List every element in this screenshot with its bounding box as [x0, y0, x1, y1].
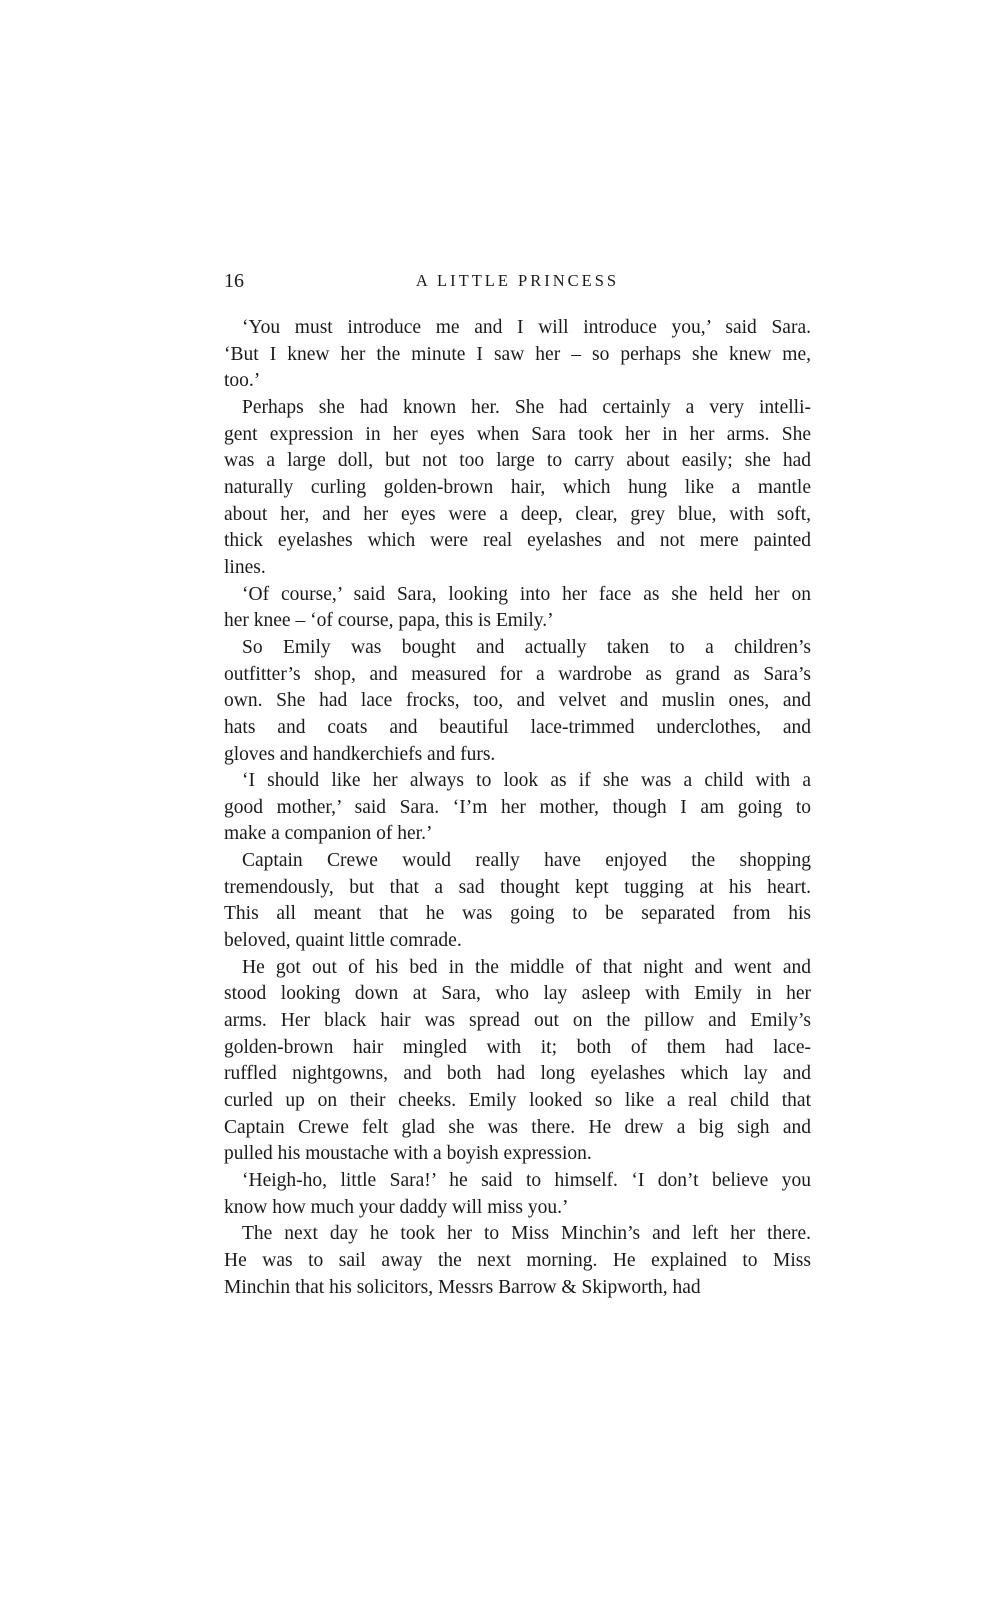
paragraph: [224, 1221, 811, 1301]
text-line: thick eyelashes which were real eyelashes and not mere painted: [224, 530, 811, 552]
text-line: He got out of his bed in the middle of that night and went and: [242, 956, 811, 978]
text-line: Captain Crewe would really have enjoyed the shopping: [242, 850, 811, 872]
paragraph: [224, 315, 811, 395]
text-line: ‘Heigh-ho, little Sara!’ he said to himself. ‘I don’t believe you: [242, 1170, 811, 1191]
text-line: Minchin that his solicitors, Messrs Barrow & Skipworth, had: [224, 1276, 701, 1298]
text-line: know how much your daddy will miss you.’: [224, 1196, 569, 1218]
text-line: Captain Crewe felt glad she was there. He drew a big sigh and: [224, 1116, 811, 1138]
text-line: ruffled nightgowns, and both had long eyelashes which lay and: [224, 1063, 811, 1085]
text-line: naturally curling golden-brown hair, which hung like a mantle: [224, 476, 811, 498]
paragraph: [224, 1168, 811, 1221]
text-line: too.’: [224, 370, 261, 392]
running-title: A LITTLE PRINCESS: [415, 271, 620, 290]
text-line: make a companion of her.’: [224, 823, 433, 845]
text-line: arms. Her black hair was spread out on the pillow and Emily’s: [224, 1010, 811, 1032]
text-line: tremendously, but that a sad thought kept tugging at his heart.: [224, 876, 811, 898]
paragraph: [224, 848, 811, 955]
text-line: gent expression in her eyes when Sara took her in her arms. She: [224, 423, 811, 445]
body-text: [224, 315, 811, 1301]
text-line: ‘But I knew her the minute I saw her – so perhaps she knew me,: [224, 343, 811, 365]
paragraph: [224, 635, 811, 768]
paragraph: [224, 582, 811, 635]
text-line: pulled his moustache with a boyish expression.: [224, 1143, 592, 1165]
text-line: The next day he took her to Miss Minchin’s and left her there.: [242, 1223, 811, 1245]
paragraph: [224, 955, 811, 1168]
text-line: was a large doll, but not too large to carry about easily; she had: [224, 450, 811, 472]
text-line: ‘I should like her always to look as if she was a child with a: [242, 770, 811, 792]
text-line: ‘You must introduce me and I will introduce you,’ said Sara.: [242, 317, 811, 338]
text-line: ‘Of course,’ said Sara, looking into her face as she held her on: [242, 583, 811, 605]
text-line: her knee – ‘of course, papa, this is Emily.’: [224, 610, 554, 632]
text-line: He was to sail away the next morning. He explained to Miss: [224, 1249, 811, 1271]
page-number: 16: [224, 270, 244, 292]
text-line: curled up on their cheeks. Emily looked so like a real child that: [224, 1090, 811, 1112]
text-line: Perhaps she had known her. She had certainly a very intelli-: [242, 396, 811, 418]
text-line: own. She had lace frocks, too, and velvet and muslin ones, and: [224, 690, 811, 712]
text-line: stood looking down at Sara, who lay asleep with Emily in her: [224, 983, 811, 1005]
text-line: good mother,’ said Sara. ‘I’m her mother, though I am going to: [224, 796, 811, 818]
text-line: gloves and handkerchiefs and furs.: [224, 743, 496, 765]
text-line: This all meant that he was going to be separated from his: [224, 903, 811, 925]
text-line: beloved, quaint little comrade.: [224, 930, 462, 952]
text-line: hats and coats and beautiful lace-trimmed underclothes, and: [224, 716, 811, 738]
running-head: [224, 266, 811, 296]
text-line: lines.: [224, 556, 266, 578]
text-line: golden-brown hair mingled with it; both of them had lace-: [224, 1036, 811, 1058]
text-line: So Emily was bought and actually taken to a children’s: [242, 636, 811, 658]
text-line: about her, and her eyes were a deep, clear, grey blue, with soft,: [224, 503, 811, 525]
text-line: outfitter’s shop, and measured for a wardrobe as grand as Sara’s: [224, 663, 811, 685]
paragraph: [224, 768, 811, 848]
paragraph: [224, 395, 811, 582]
